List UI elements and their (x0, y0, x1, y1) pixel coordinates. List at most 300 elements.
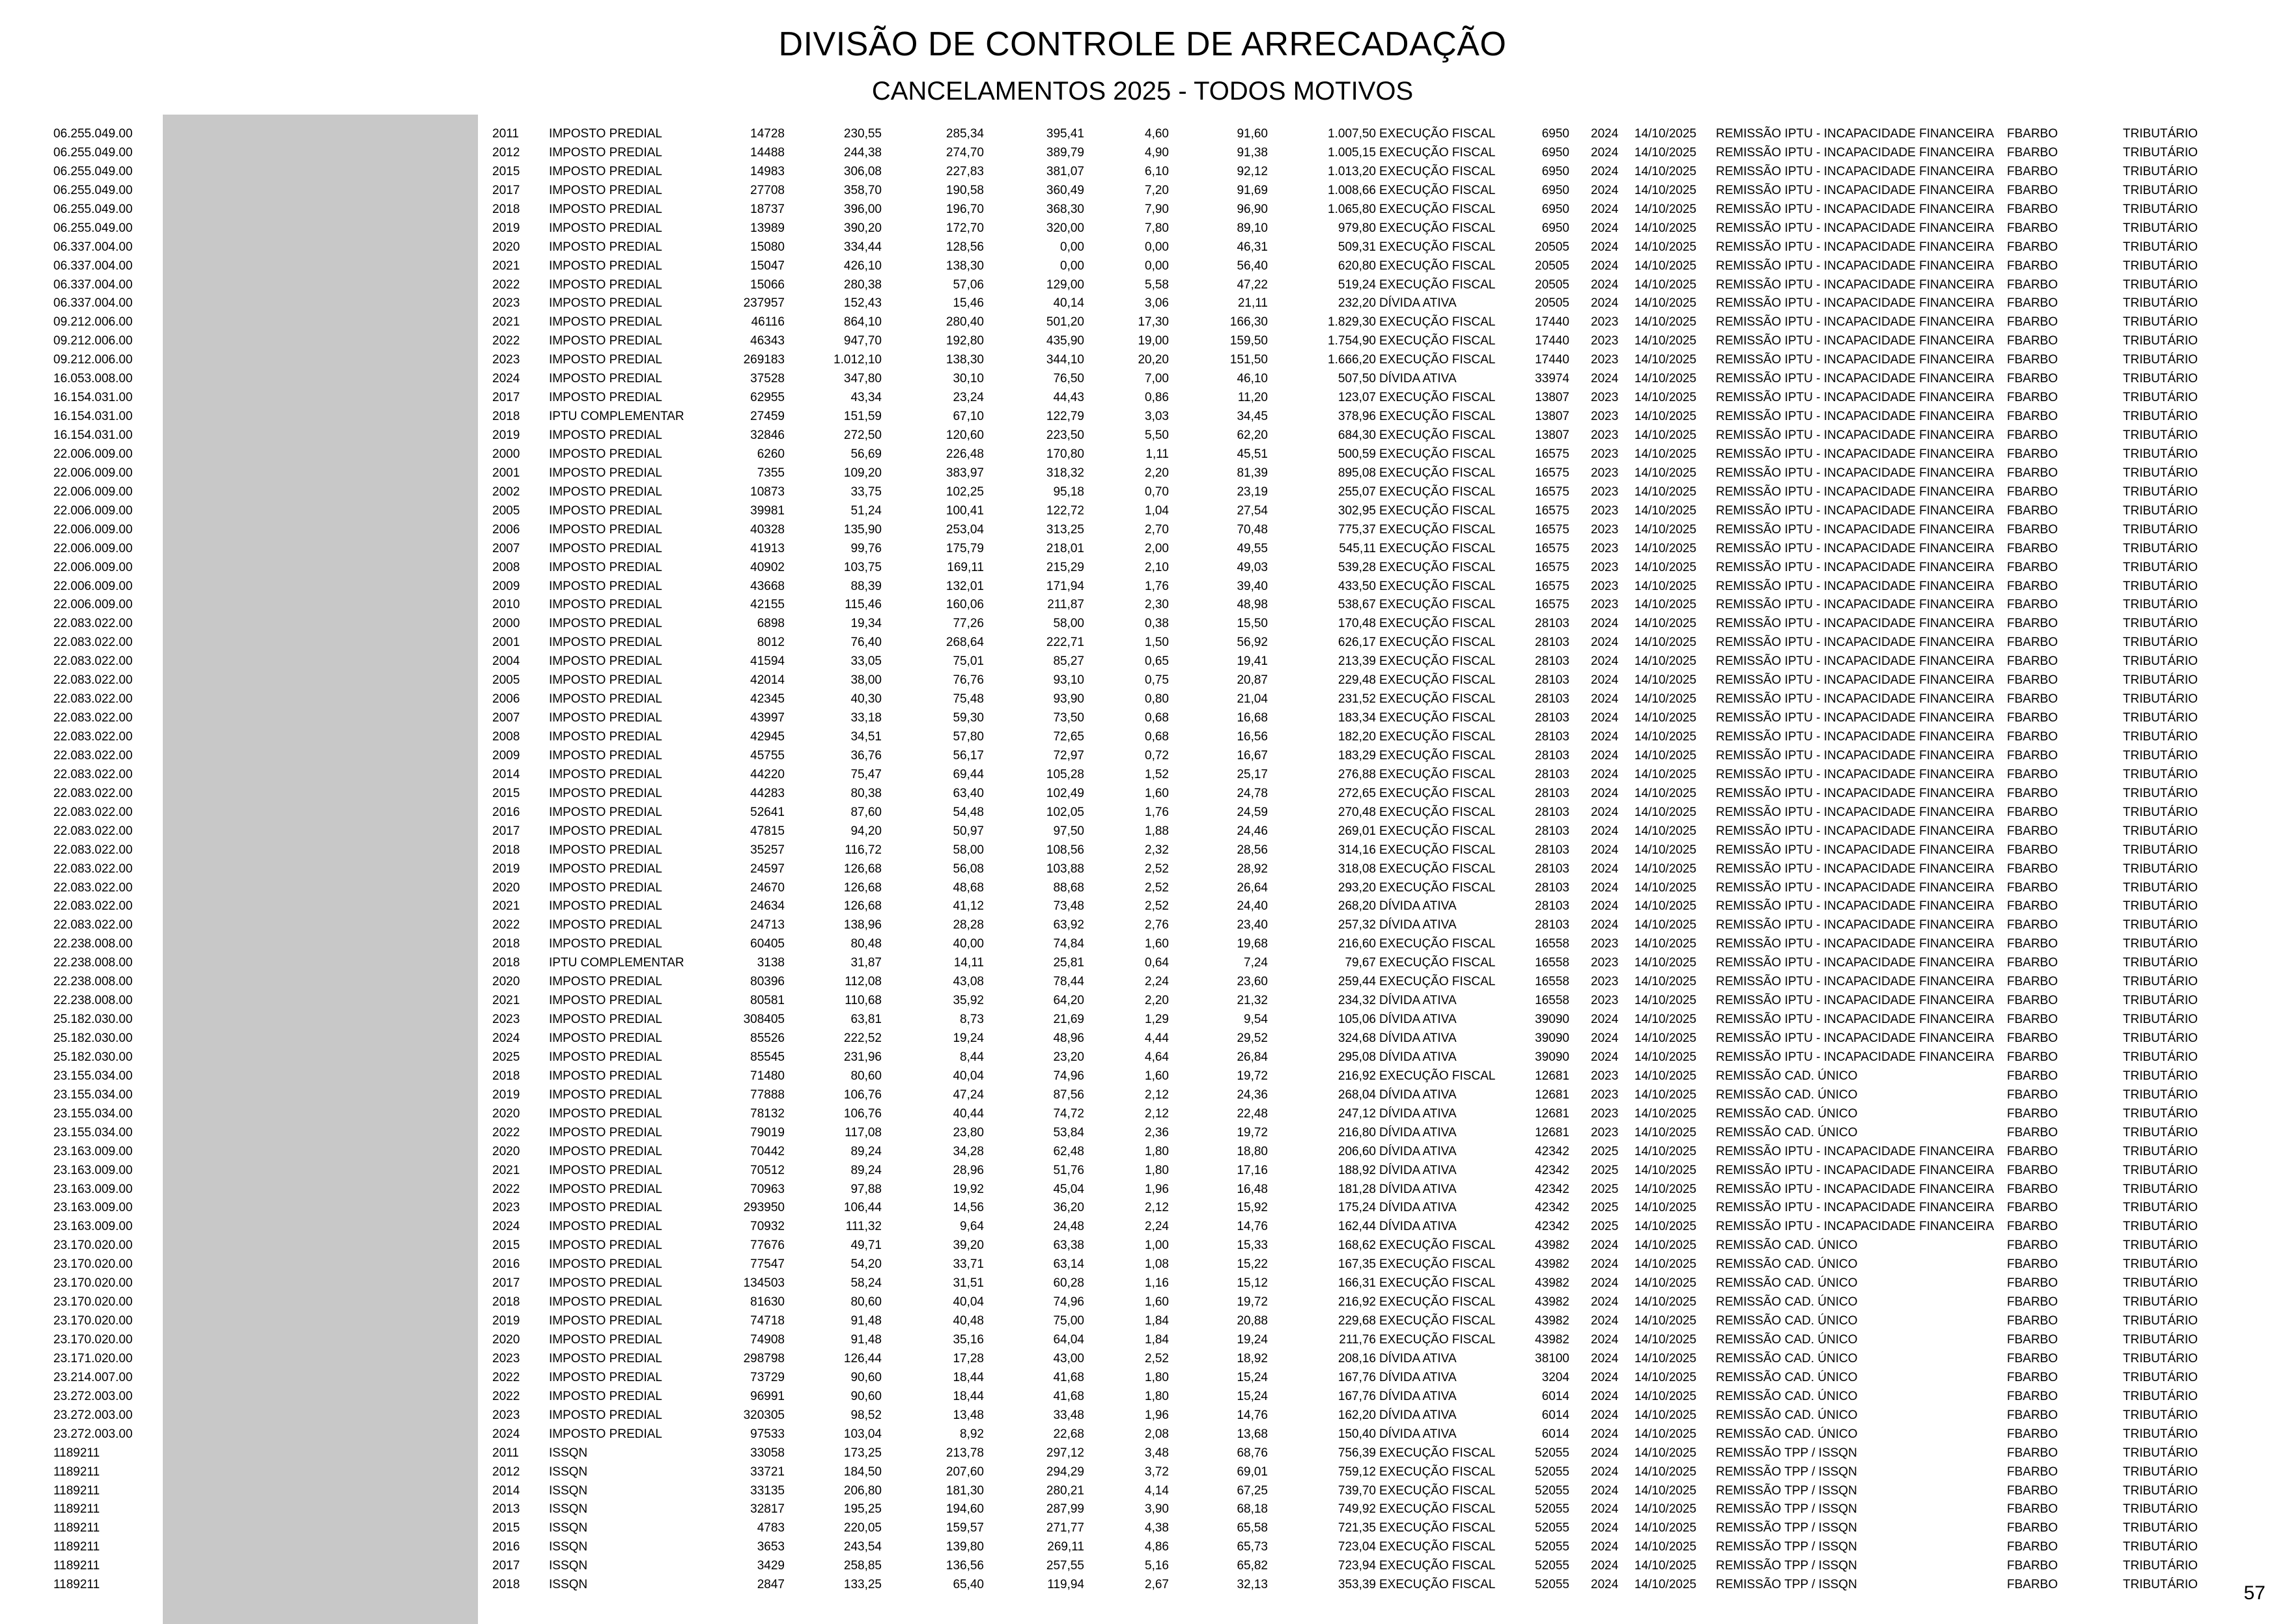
total-cell: 1.013,20 (1328, 164, 1376, 178)
sector-cell: TRIBUTÁRIO (2123, 353, 2198, 367)
year-cell: 2015 (492, 1239, 520, 1253)
status-cell: DÍVIDA ATIVA (1379, 1182, 1457, 1196)
total-cell: 500,59 (1338, 447, 1376, 461)
user-cell: FBARBO (2007, 221, 2058, 235)
sector-cell: TRIBUTÁRIO (2123, 1239, 2198, 1253)
user-cell: FBARBO (2007, 673, 2058, 688)
sector-cell: TRIBUTÁRIO (2123, 880, 2198, 895)
process-year-cell: 2024 (1591, 164, 1619, 178)
tax-type-cell: IMPOSTO PREDIAL (549, 484, 662, 499)
process-cell: 33974 (1535, 372, 1569, 386)
correction-cell: 1,16 (1145, 1276, 1169, 1291)
reason-cell: REMISSÃO IPTU - INCAPACIDADE FINANCEIRA (1716, 503, 1995, 518)
user-cell: FBARBO (2007, 447, 2058, 461)
total-cell: 167,76 (1338, 1370, 1376, 1384)
tax-type-cell: ISSQN (549, 1483, 588, 1498)
correction-cell: 2,20 (1145, 994, 1169, 1008)
interest-cell: 0,00 (1060, 240, 1084, 254)
table-row (0, 313, 2285, 332)
total-cell: 895,08 (1338, 466, 1376, 480)
year-cell: 2022 (492, 1125, 520, 1140)
status-cell: EXECUÇÃO FISCAL (1379, 937, 1496, 951)
process-year-cell: 2025 (1591, 1220, 1619, 1234)
fees-cell: 24,59 (1237, 805, 1268, 819)
registration-cell: 22.006.009.00 (53, 503, 133, 518)
sector-cell: TRIBUTÁRIO (2123, 937, 2198, 951)
fees-cell: 23,19 (1237, 484, 1268, 499)
total-cell: 979,80 (1338, 221, 1376, 235)
year-cell: 2016 (492, 1257, 520, 1272)
reason-cell: REMISSÃO IPTU - INCAPACIDADE FINANCEIRA (1716, 767, 1995, 781)
user-cell: FBARBO (2007, 1201, 2058, 1215)
launch-number-cell: 308405 (743, 1013, 785, 1027)
reason-cell: REMISSÃO IPTU - INCAPACIDADE FINANCEIRA (1716, 391, 1995, 405)
user-cell: FBARBO (2007, 617, 2058, 631)
fees-cell: 7,24 (1244, 956, 1268, 970)
principal-cell: 88,39 (850, 579, 882, 593)
registration-cell: 22.006.009.00 (53, 579, 133, 593)
total-cell: 105,06 (1338, 1013, 1376, 1027)
registration-cell: 22.006.009.00 (53, 522, 133, 537)
reason-cell: REMISSÃO TPP / ISSQN (1716, 1559, 1857, 1573)
status-cell: EXECUÇÃO FISCAL (1379, 447, 1496, 461)
reason-cell: REMISSÃO IPTU - INCAPACIDADE FINANCEIRA (1716, 975, 1995, 989)
table-row (0, 1124, 2285, 1143)
sector-cell: TRIBUTÁRIO (2123, 1559, 2198, 1573)
principal-cell: 195,25 (843, 1502, 882, 1517)
date-cell: 14/10/2025 (1634, 1276, 1697, 1291)
process-cell: 12681 (1535, 1087, 1569, 1102)
correction-cell: 2,12 (1145, 1106, 1169, 1121)
date-cell: 14/10/2025 (1634, 391, 1697, 405)
status-cell: EXECUÇÃO FISCAL (1379, 353, 1496, 367)
interest-cell: 170,80 (1046, 447, 1084, 461)
registration-cell: 06.255.049.00 (53, 183, 133, 197)
reason-cell: REMISSÃO IPTU - INCAPACIDADE FINANCEIRA (1716, 711, 1995, 725)
status-cell: EXECUÇÃO FISCAL (1379, 1333, 1496, 1347)
launch-number-cell: 42345 (750, 692, 785, 707)
user-cell: FBARBO (2007, 1351, 2058, 1365)
fees-cell: 34,45 (1237, 410, 1268, 424)
cancellations-table (0, 125, 2285, 1595)
principal-cell: 98,52 (850, 1408, 882, 1422)
table-row (0, 973, 2285, 992)
total-cell: 206,60 (1338, 1144, 1376, 1158)
user-cell: FBARBO (2007, 145, 2058, 160)
process-cell: 17440 (1535, 353, 1569, 367)
table-row (0, 408, 2285, 427)
table-row (0, 257, 2285, 276)
process-cell: 28103 (1535, 786, 1569, 800)
fine-cell: 75,01 (953, 654, 984, 669)
user-cell: FBARBO (2007, 1031, 2058, 1045)
total-cell: 295,08 (1338, 1050, 1376, 1064)
process-year-cell: 2025 (1591, 1201, 1619, 1215)
user-cell: FBARBO (2007, 937, 2058, 951)
year-cell: 2023 (492, 1013, 520, 1027)
correction-cell: 3,72 (1145, 1464, 1169, 1479)
registration-cell: 23.170.020.00 (53, 1333, 133, 1347)
process-year-cell: 2024 (1591, 824, 1619, 838)
fine-cell: 17,28 (953, 1351, 984, 1365)
date-cell: 14/10/2025 (1634, 1389, 1697, 1403)
fine-cell: 54,48 (953, 805, 984, 819)
date-cell: 14/10/2025 (1634, 447, 1697, 461)
total-cell: 1.007,50 (1328, 127, 1376, 141)
process-year-cell: 2024 (1591, 899, 1619, 914)
registration-cell: 22.006.009.00 (53, 466, 133, 480)
status-cell: EXECUÇÃO FISCAL (1379, 541, 1496, 555)
reason-cell: REMISSÃO CAD. ÚNICO (1716, 1125, 1858, 1140)
tax-type-cell: ISSQN (549, 1559, 588, 1573)
year-cell: 2022 (492, 1182, 520, 1196)
tax-type-cell: IMPOSTO PREDIAL (549, 654, 662, 669)
total-cell: 272,65 (1338, 786, 1376, 800)
process-cell: 28103 (1535, 767, 1569, 781)
user-cell: FBARBO (2007, 786, 2058, 800)
total-cell: 175,24 (1338, 1201, 1376, 1215)
status-cell: EXECUÇÃO FISCAL (1379, 636, 1496, 650)
date-cell: 14/10/2025 (1634, 1220, 1697, 1234)
principal-cell: 34,51 (850, 730, 882, 744)
registration-cell: 22.006.009.00 (53, 484, 133, 499)
reason-cell: REMISSÃO IPTU - INCAPACIDADE FINANCEIRA (1716, 127, 1995, 141)
sector-cell: TRIBUTÁRIO (2123, 164, 2198, 178)
status-cell: EXECUÇÃO FISCAL (1379, 673, 1496, 688)
fees-cell: 49,55 (1237, 541, 1268, 555)
user-cell: FBARBO (2007, 1559, 2058, 1573)
interest-cell: 40,14 (1053, 296, 1084, 311)
reason-cell: REMISSÃO CAD. ÚNICO (1716, 1314, 1858, 1328)
process-year-cell: 2024 (1591, 1427, 1619, 1441)
process-year-cell: 2024 (1591, 1483, 1619, 1498)
table-row (0, 144, 2285, 163)
process-cell: 16575 (1535, 560, 1569, 574)
sector-cell: TRIBUTÁRIO (2123, 861, 2198, 876)
year-cell: 2018 (492, 1295, 520, 1309)
principal-cell: 106,44 (843, 1201, 882, 1215)
fine-cell: 40,04 (953, 1069, 984, 1083)
fees-cell: 29,52 (1237, 1031, 1268, 1045)
sector-cell: TRIBUTÁRIO (2123, 1144, 2198, 1158)
table-row (0, 370, 2285, 389)
user-cell: FBARBO (2007, 127, 2058, 141)
registration-cell: 22.083.022.00 (53, 843, 133, 857)
registration-cell: 22.006.009.00 (53, 541, 133, 555)
date-cell: 14/10/2025 (1634, 1163, 1697, 1177)
launch-number-cell: 24597 (750, 861, 785, 876)
principal-cell: 390,20 (843, 221, 882, 235)
table-row (0, 897, 2285, 916)
interest-cell: 53,84 (1053, 1125, 1084, 1140)
registration-cell: 23.272.003.00 (53, 1389, 133, 1403)
registration-cell: 06.337.004.00 (53, 259, 133, 273)
process-cell: 28103 (1535, 617, 1569, 631)
tax-type-cell: IMPOSTO PREDIAL (549, 1295, 662, 1309)
status-cell: EXECUÇÃO FISCAL (1379, 1446, 1496, 1460)
tax-type-cell: IMPOSTO PREDIAL (549, 1201, 662, 1215)
sector-cell: TRIBUTÁRIO (2123, 1389, 2198, 1403)
year-cell: 2007 (492, 711, 520, 725)
correction-cell: 1,60 (1145, 1295, 1169, 1309)
year-cell: 2022 (492, 334, 520, 348)
tax-type-cell: IMPOSTO PREDIAL (549, 1163, 662, 1177)
fine-cell: 14,11 (953, 956, 984, 970)
date-cell: 14/10/2025 (1634, 145, 1697, 160)
fine-cell: 181,30 (946, 1483, 984, 1498)
interest-cell: 122,72 (1046, 503, 1084, 518)
reason-cell: REMISSÃO TPP / ISSQN (1716, 1464, 1857, 1479)
date-cell: 14/10/2025 (1634, 1540, 1697, 1554)
registration-cell: 22.083.022.00 (53, 805, 133, 819)
fine-cell: 30,10 (953, 372, 984, 386)
interest-cell: 63,14 (1053, 1257, 1084, 1272)
tax-type-cell: IMPOSTO PREDIAL (549, 372, 662, 386)
tax-type-cell: IMPOSTO PREDIAL (549, 994, 662, 1008)
fine-cell: 43,08 (953, 975, 984, 989)
fine-cell: 136,56 (946, 1559, 984, 1573)
launch-number-cell: 15080 (750, 240, 785, 254)
table-row (0, 1444, 2285, 1463)
process-cell: 6950 (1541, 164, 1569, 178)
fine-cell: 34,28 (953, 1144, 984, 1158)
fine-cell: 76,76 (953, 673, 984, 688)
sector-cell: TRIBUTÁRIO (2123, 202, 2198, 216)
principal-cell: 56,69 (850, 447, 882, 461)
launch-number-cell: 77676 (750, 1239, 785, 1253)
date-cell: 14/10/2025 (1634, 1182, 1697, 1196)
table-row (0, 1143, 2285, 1162)
process-cell: 52055 (1535, 1559, 1569, 1573)
table-row (0, 163, 2285, 182)
fine-cell: 67,10 (953, 410, 984, 424)
sector-cell: TRIBUTÁRIO (2123, 956, 2198, 970)
status-cell: DÍVIDA ATIVA (1379, 1220, 1457, 1234)
reason-cell: REMISSÃO IPTU - INCAPACIDADE FINANCEIRA (1716, 183, 1995, 197)
principal-cell: 272,50 (843, 428, 882, 442)
interest-cell: 25,81 (1053, 956, 1084, 970)
user-cell: FBARBO (2007, 956, 2058, 970)
process-year-cell: 2025 (1591, 1144, 1619, 1158)
launch-number-cell: 46116 (751, 315, 785, 329)
status-cell: EXECUÇÃO FISCAL (1379, 1295, 1496, 1309)
status-cell: EXECUÇÃO FISCAL (1379, 1464, 1496, 1479)
year-cell: 2001 (492, 636, 520, 650)
user-cell: FBARBO (2007, 164, 2058, 178)
correction-cell: 1,00 (1145, 1239, 1169, 1253)
registration-cell: 22.238.008.00 (53, 956, 133, 970)
reason-cell: REMISSÃO TPP / ISSQN (1716, 1578, 1857, 1592)
registration-cell: 1189211 (53, 1540, 100, 1554)
interest-cell: 63,92 (1053, 918, 1084, 932)
sector-cell: TRIBUTÁRIO (2123, 1295, 2198, 1309)
fees-cell: 18,80 (1237, 1144, 1268, 1158)
interest-cell: 122,79 (1046, 410, 1084, 424)
interest-cell: 88,68 (1053, 880, 1084, 895)
process-year-cell: 2023 (1591, 541, 1619, 555)
table-row (0, 559, 2285, 578)
date-cell: 14/10/2025 (1634, 692, 1697, 707)
reason-cell: REMISSÃO IPTU - INCAPACIDADE FINANCEIRA (1716, 484, 1995, 499)
table-row (0, 1388, 2285, 1407)
fees-cell: 68,76 (1237, 1446, 1268, 1460)
interest-cell: 63,38 (1053, 1239, 1084, 1253)
principal-cell: 306,08 (843, 164, 882, 178)
fees-cell: 15,22 (1237, 1257, 1268, 1272)
process-cell: 6950 (1541, 183, 1569, 197)
year-cell: 2018 (492, 937, 520, 951)
launch-number-cell: 40902 (750, 560, 785, 574)
process-cell: 28103 (1535, 843, 1569, 857)
process-year-cell: 2023 (1591, 353, 1619, 367)
fees-cell: 16,67 (1237, 748, 1268, 763)
registration-cell: 06.255.049.00 (53, 202, 133, 216)
interest-cell: 76,50 (1053, 372, 1084, 386)
process-cell: 16575 (1535, 503, 1569, 518)
correction-cell: 6,10 (1145, 164, 1169, 178)
fees-cell: 62,20 (1237, 428, 1268, 442)
tax-type-cell: IMPOSTO PREDIAL (549, 391, 662, 405)
year-cell: 2012 (492, 1464, 520, 1479)
fees-cell: 65,58 (1237, 1521, 1268, 1535)
interest-cell: 223,50 (1046, 428, 1084, 442)
date-cell: 14/10/2025 (1634, 372, 1697, 386)
reason-cell: REMISSÃO IPTU - INCAPACIDADE FINANCEIRA (1716, 410, 1995, 424)
fees-cell: 14,76 (1237, 1408, 1268, 1422)
reason-cell: REMISSÃO IPTU - INCAPACIDADE FINANCEIRA (1716, 1182, 1995, 1196)
fine-cell: 253,04 (946, 522, 984, 537)
principal-cell: 184,50 (843, 1464, 882, 1479)
principal-cell: 243,54 (843, 1540, 882, 1554)
interest-cell: 87,56 (1053, 1087, 1084, 1102)
reason-cell: REMISSÃO IPTU - INCAPACIDADE FINANCEIRA (1716, 824, 1995, 838)
principal-cell: 51,24 (850, 503, 882, 518)
sector-cell: TRIBUTÁRIO (2123, 899, 2198, 914)
correction-cell: 1,84 (1145, 1333, 1169, 1347)
status-cell: EXECUÇÃO FISCAL (1379, 221, 1496, 235)
date-cell: 14/10/2025 (1634, 579, 1697, 593)
fees-cell: 28,92 (1237, 861, 1268, 876)
process-cell: 28103 (1535, 654, 1569, 669)
registration-cell: 06.255.049.00 (53, 221, 133, 235)
correction-cell: 2,00 (1145, 541, 1169, 555)
process-cell: 52055 (1535, 1578, 1569, 1592)
year-cell: 2008 (492, 730, 520, 744)
table-row (0, 879, 2285, 898)
reason-cell: REMISSÃO IPTU - INCAPACIDADE FINANCEIRA (1716, 636, 1995, 650)
status-cell: EXECUÇÃO FISCAL (1379, 786, 1496, 800)
fine-cell: 47,24 (953, 1087, 984, 1102)
launch-number-cell: 2847 (757, 1578, 785, 1592)
total-cell: 620,80 (1338, 259, 1376, 273)
reason-cell: REMISSÃO TPP / ISSQN (1716, 1521, 1857, 1535)
reason-cell: REMISSÃO IPTU - INCAPACIDADE FINANCEIRA (1716, 918, 1995, 932)
process-cell: 20505 (1535, 259, 1569, 273)
interest-cell: 73,50 (1053, 711, 1084, 725)
table-row (0, 615, 2285, 634)
table-row (0, 1369, 2285, 1388)
fine-cell: 40,04 (953, 1295, 984, 1309)
principal-cell: 90,60 (850, 1370, 882, 1384)
table-row (0, 1048, 2285, 1067)
status-cell: EXECUÇÃO FISCAL (1379, 579, 1496, 593)
registration-cell: 06.337.004.00 (53, 277, 133, 292)
user-cell: FBARBO (2007, 861, 2058, 876)
fees-cell: 56,40 (1237, 259, 1268, 273)
process-year-cell: 2024 (1591, 1257, 1619, 1272)
user-cell: FBARBO (2007, 1540, 2058, 1554)
status-cell: DÍVIDA ATIVA (1379, 1351, 1457, 1365)
process-cell: 13807 (1535, 410, 1569, 424)
process-year-cell: 2024 (1591, 1333, 1619, 1347)
reason-cell: REMISSÃO IPTU - INCAPACIDADE FINANCEIRA (1716, 937, 1995, 951)
process-year-cell: 2023 (1591, 447, 1619, 461)
registration-cell: 23.170.020.00 (53, 1295, 133, 1309)
principal-cell: 103,04 (843, 1427, 882, 1441)
tax-type-cell: IMPOSTO PREDIAL (549, 1031, 662, 1045)
total-cell: 247,12 (1338, 1106, 1376, 1121)
process-year-cell: 2023 (1591, 956, 1619, 970)
year-cell: 2001 (492, 466, 520, 480)
fine-cell: 28,96 (953, 1163, 984, 1177)
process-year-cell: 2024 (1591, 1502, 1619, 1517)
registration-cell: 22.083.022.00 (53, 899, 133, 914)
table-row (0, 935, 2285, 954)
status-cell: EXECUÇÃO FISCAL (1379, 183, 1496, 197)
principal-cell: 94,20 (850, 824, 882, 838)
registration-cell: 22.083.022.00 (53, 730, 133, 744)
status-cell: DÍVIDA ATIVA (1379, 1163, 1457, 1177)
process-year-cell: 2023 (1591, 994, 1619, 1008)
fees-cell: 19,72 (1237, 1295, 1268, 1309)
correction-cell: 1,76 (1145, 805, 1169, 819)
principal-cell: 19,34 (850, 617, 882, 631)
launch-number-cell: 70932 (750, 1220, 785, 1234)
process-year-cell: 2024 (1591, 1314, 1619, 1328)
launch-number-cell: 4783 (757, 1521, 785, 1535)
correction-cell: 4,38 (1145, 1521, 1169, 1535)
tax-type-cell: IMPOSTO PREDIAL (549, 1106, 662, 1121)
tax-type-cell: IMPOSTO PREDIAL (549, 183, 662, 197)
correction-cell: 0,38 (1145, 617, 1169, 631)
user-cell: FBARBO (2007, 503, 2058, 518)
year-cell: 2020 (492, 240, 520, 254)
fine-cell: 159,57 (946, 1521, 984, 1535)
reason-cell: REMISSÃO CAD. ÚNICO (1716, 1370, 1858, 1384)
total-cell: 182,20 (1338, 730, 1376, 744)
sector-cell: TRIBUTÁRIO (2123, 1106, 2198, 1121)
user-cell: FBARBO (2007, 1013, 2058, 1027)
sector-cell: TRIBUTÁRIO (2123, 975, 2198, 989)
principal-cell: 1.012,10 (834, 353, 882, 367)
table-row (0, 1482, 2285, 1501)
total-cell: 684,30 (1338, 428, 1376, 442)
year-cell: 2017 (492, 1559, 520, 1573)
sector-cell: TRIBUTÁRIO (2123, 240, 2198, 254)
reason-cell: REMISSÃO IPTU - INCAPACIDADE FINANCEIRA (1716, 956, 1995, 970)
reason-cell: REMISSÃO TPP / ISSQN (1716, 1540, 1857, 1554)
process-cell: 16575 (1535, 484, 1569, 499)
process-year-cell: 2023 (1591, 1106, 1619, 1121)
user-cell: FBARBO (2007, 975, 2058, 989)
launch-number-cell: 85545 (750, 1050, 785, 1064)
sector-cell: TRIBUTÁRIO (2123, 767, 2198, 781)
sector-cell: TRIBUTÁRIO (2123, 127, 2198, 141)
status-cell: DÍVIDA ATIVA (1379, 1201, 1457, 1215)
reason-cell: REMISSÃO CAD. ÚNICO (1716, 1106, 1858, 1121)
total-cell: 166,31 (1338, 1276, 1376, 1291)
interest-cell: 435,90 (1046, 334, 1084, 348)
